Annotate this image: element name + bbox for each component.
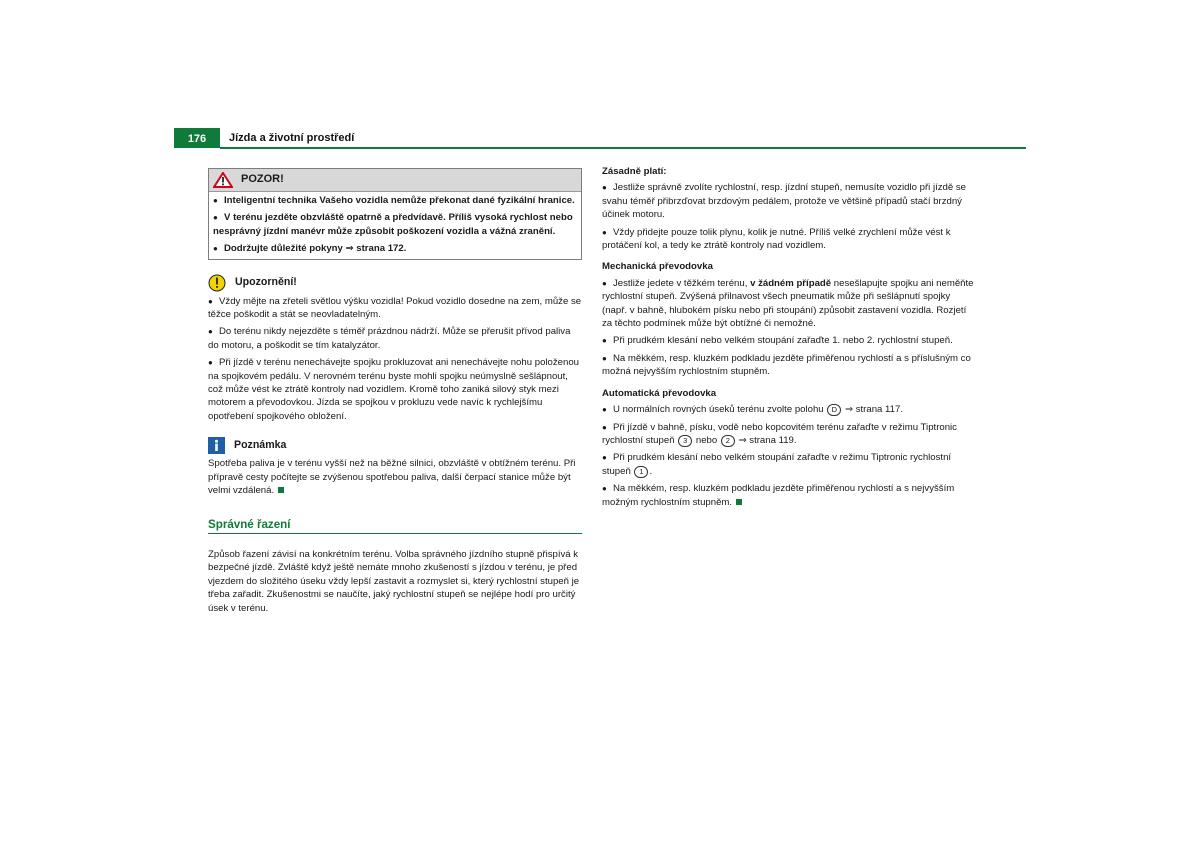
list-item: ● Při jízdě v bahně, písku, vodě nebo kopcovitém terénu zařaďte v režimu Tiptronic rychlostní stupeň 3 nebo 2 ⇒ strana 119.: [602, 421, 957, 446]
bullet: ●: [602, 422, 607, 432]
bullet: ●: [602, 405, 607, 415]
warning-body: [209, 192, 581, 259]
bullet: ●: [602, 336, 607, 346]
page-number: 176: [174, 128, 220, 148]
list-item: ● Při prudkém klesání nebo velkém stoupání zařaďte 1. nebo 2. rychlostní stupeň.: [602, 335, 953, 347]
gear-position-symbol: 3: [678, 435, 692, 447]
bullet: ●: [602, 453, 607, 463]
caution-title: Upozornění!: [235, 275, 297, 288]
gear-position-symbol: D: [827, 404, 841, 416]
info-icon: [208, 437, 225, 454]
section-text: Způsob řazení závisí na konkrétním terénu. Volba správného jízdního stupně přispívá k bezpečné jízdě. Zvláště když ještě nemáte mnoho zkušeností s jízdou v terénu, je před vjezdem do složitého úseku vždy lepší zastavit a rozmyslet si, který rychlostní stupeň je třeba zařadit. Zkušenostmi se naučíte, jaký rychlostní stupeň se nejlépe hodí pro určitý úsek v terénu.: [208, 548, 580, 614]
note-text: Spotřeba paliva je v terénu vyšší než na běžné silnici, obzvláště v obtížném terénu. Při přípravě cesty počítejte se zvýšenou spotřebou paliva, další čerpací stanice může být velmi vzdálená.: [208, 458, 576, 497]
caution-section: [208, 274, 582, 424]
bullet: ●: [602, 484, 607, 494]
list-item: ● U normálních rovných úseků terénu zvolte polohu D ⇒ strana 117.: [602, 404, 903, 416]
list-item: ● Vždy přidejte pouze tolik plynu, kolik je nutné. Příliš velké zrychlení může vést k protáčení kol, a tedy ke ztrátě kontroly nad vozidlem.: [602, 226, 951, 252]
list-item: ● Na měkkém, resp. kluzkém podkladu jezděte přiměřenou rychlostí a s nejvyšším možným rychlostním stupněm.: [602, 483, 955, 508]
caution-item: ● Vždy mějte na zřeteli světlou výšku vozidla! Pokud vozidlo dosedne na zem, může se těžce poškodit a stát se neovladatelným.: [208, 295, 582, 321]
list-item: ● Při prudkém klesání nebo velkém stoupání zařaďte v režimu Tiptronic rychlostní stupeň 1 .: [602, 452, 952, 477]
warning-item: ● V terénu jezděte obzvláště opatrně a předvídavě. Příliš vysoká rychlost nebo nesprávný jízdní manévr může způsobit poškození vozidla a vážná zranění.: [213, 212, 573, 237]
bullet: ●: [602, 227, 607, 237]
chapter-title: Jízda a životní prostředí: [229, 132, 355, 144]
right-column: [602, 165, 976, 513]
note-header: [208, 437, 582, 454]
principles-heading: Zásadně platí:: [602, 166, 667, 177]
list-item: ● Jestliže jedete v těžkém terénu, v žádném případě nesešlapujte spojku ani neměňte rychlostní stupeň. Zvýšená přilnavost všech pneumatik může při sešlápnutí spojky (např. v bahně, hlubokém písku nebo při stoupání) způsobit zastavení vozidla. Rozjetí za těchto podmínek může být obtížné či nemožné.: [602, 277, 974, 330]
list-item: ● Na měkkém, resp. kluzkém podkladu jezděte přiměřenou rychlostí a s příslušným co možná nejvyšším rychlostním stupněm.: [602, 352, 971, 378]
note-title: Poznámka: [234, 439, 287, 452]
caution-header: [208, 274, 582, 292]
bullet: ●: [602, 278, 607, 288]
bullet: ●: [208, 296, 213, 306]
warning-triangle-icon: [213, 172, 233, 188]
gear-position-symbol: 2: [721, 435, 735, 447]
caution-item: ● Do terénu nikdy nejezděte s téměř prázdnou nádrží. Může se přerušit přívod paliva do motoru, a poškodit se tím katalyzátor.: [208, 326, 571, 351]
warning-item: ● Dodržujte důležité pokyny ⇒ strana 172.: [213, 243, 407, 255]
end-mark: [278, 487, 284, 493]
warning-item: ● Inteligentní technika Vašeho vozidla nemůže překonat dané fyzikální hranice.: [213, 195, 575, 206]
bullet: ●: [602, 183, 607, 193]
bullet: ●: [208, 327, 213, 337]
section-heading: Správné řazení: [208, 518, 582, 534]
bullet: ●: [213, 244, 218, 254]
bullet: ●: [602, 353, 607, 363]
warning-box: [208, 168, 582, 260]
bullet: ●: [208, 358, 213, 368]
caution-item: ● Při jízdě v terénu nenechávejte spojku prokluzovat ani nenechávejte nohu položenou na spojkovém pedálu. V nerovném terénu byste mohli spojku neúmyslně sešlápnout, což může vést ke ztrátě kontroly nad vozidlem. Kromě toho zaniká silový styk mezi motorem a převodovkou. Jízda se spojkou v prokluzu vede navíc k rychlejšímu opotřebení spojkového obložení.: [208, 357, 580, 422]
manual-heading: Mechanická převodovka: [602, 261, 713, 273]
automatic-heading: Automatická převodovka: [602, 387, 717, 399]
warning-header: [209, 169, 581, 192]
left-column: [208, 168, 582, 615]
warning-title: POZOR!: [241, 173, 284, 186]
bullet: ●: [213, 213, 218, 223]
list-item: ● Jestliže správně zvolíte rychlostní, resp. jízdní stupeň, nemusíte vozidlo při jízdě se svahu téměř přibrzďovat brzdovým pedálem, protože ve většině případů stačí brzdný účinek motoru.: [602, 182, 967, 221]
end-mark: [736, 499, 742, 505]
note-section: [208, 437, 582, 497]
header-rule: [220, 147, 1026, 149]
gear-position-symbol: 1: [634, 466, 648, 478]
bullet: ●: [213, 196, 218, 205]
caution-icon: [208, 274, 226, 292]
